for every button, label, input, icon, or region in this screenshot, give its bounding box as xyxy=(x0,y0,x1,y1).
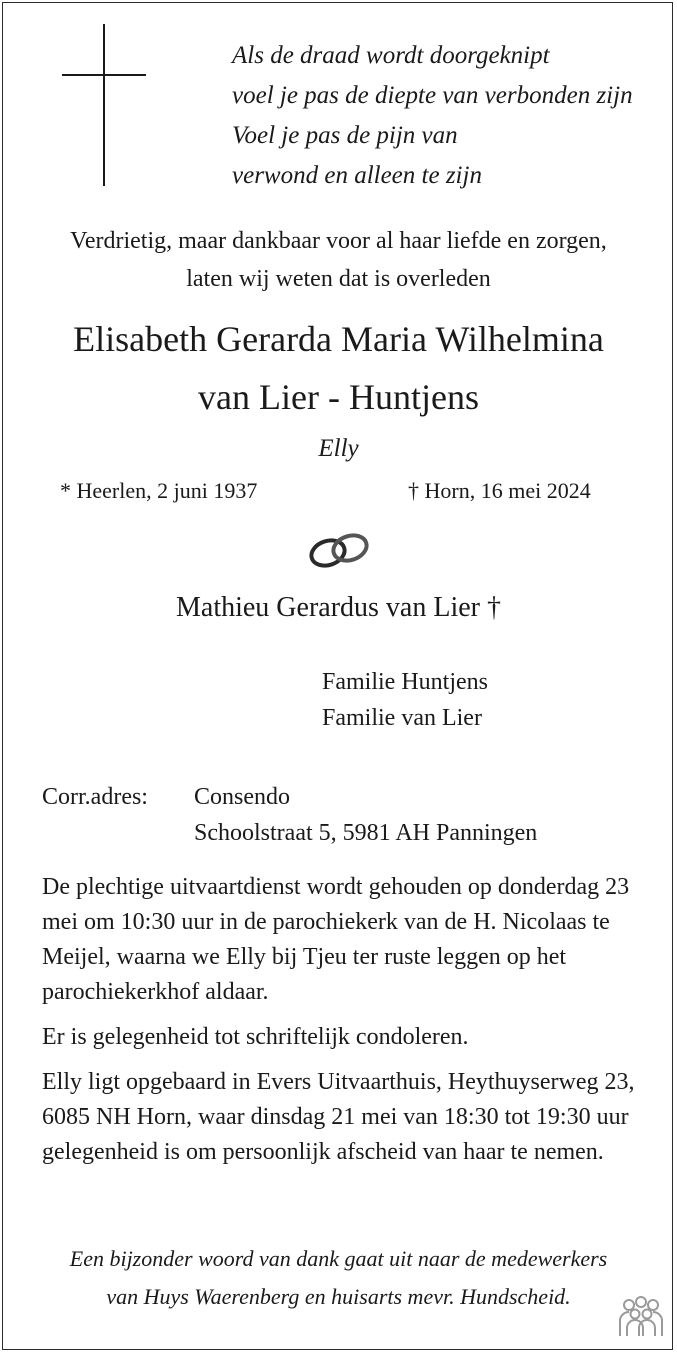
family-name: Familie Huntjens xyxy=(322,669,488,695)
wedding-rings-icon xyxy=(304,528,374,574)
intro-line-2: laten wij weten dat is overleden xyxy=(186,266,491,292)
death-date: † Horn, 16 mei 2024 xyxy=(408,478,591,503)
deceased-nickname: Elly xyxy=(318,435,359,462)
poem-line: Voel je pas de pijn van xyxy=(232,122,458,149)
service-paragraph: De plechtige uitvaartdienst wordt gehouden op donderdag 23 mei om 10:30 uur in de parochiekerk van de H. Nicolaas te Meijel, waarna we Elly bij Tjeu ter ruste leggen op het parochiekerkhof aldaar. xyxy=(42,874,630,1005)
spouse-name: Mathieu Gerardus van Lier † xyxy=(176,592,501,623)
correspondence-label: Corr.adres: xyxy=(42,784,148,810)
poem xyxy=(232,36,633,196)
condolence-paragraph: Er is gelegenheid tot schriftelijk condoleren. xyxy=(42,1024,469,1050)
family-name: Familie van Lier xyxy=(322,705,482,731)
deceased-full-name: Elisabeth Gerarda Maria Wilhelmina xyxy=(73,319,604,359)
poem-line: Als de draad wordt doorgeknipt xyxy=(232,42,550,69)
viewing-paragraph: Elly ligt opgebaard in Evers Uitvaarthuis, Heythuyserweg 23, 6085 NH Horn, waar dinsdag 21 mei van 18:30 tot 19:30 uur gelegenheid is om persoonlijk afscheid van haar te nemen. xyxy=(42,1069,635,1165)
family-list xyxy=(322,664,488,736)
people-group-icon xyxy=(616,1296,666,1338)
thanks-line-2: van Huys Waerenberg en huisarts mevr. Hundscheid. xyxy=(106,1284,571,1309)
poem-line: verwond en alleen te zijn xyxy=(232,162,482,189)
correspondence-address xyxy=(194,779,537,851)
deceased-surname: van Lier - Huntjens xyxy=(198,377,479,417)
service-info xyxy=(42,870,652,1170)
intro-line-1: Verdrietig, maar dankbaar voor al haar liefde en zorgen, xyxy=(70,228,607,254)
thanks-line-1: Een bijzonder woord van dank gaat uit naar de medewerkers xyxy=(69,1246,608,1271)
correspondence-name: Consendo xyxy=(194,784,290,810)
correspondence-street: Schoolstraat 5, 5981 AH Panningen xyxy=(194,820,538,846)
poem-line: voel je pas de diepte van verbonden zijn xyxy=(232,82,633,109)
cross-icon xyxy=(62,24,146,186)
birth-date: * Heerlen, 2 juni 1937 xyxy=(60,478,258,503)
